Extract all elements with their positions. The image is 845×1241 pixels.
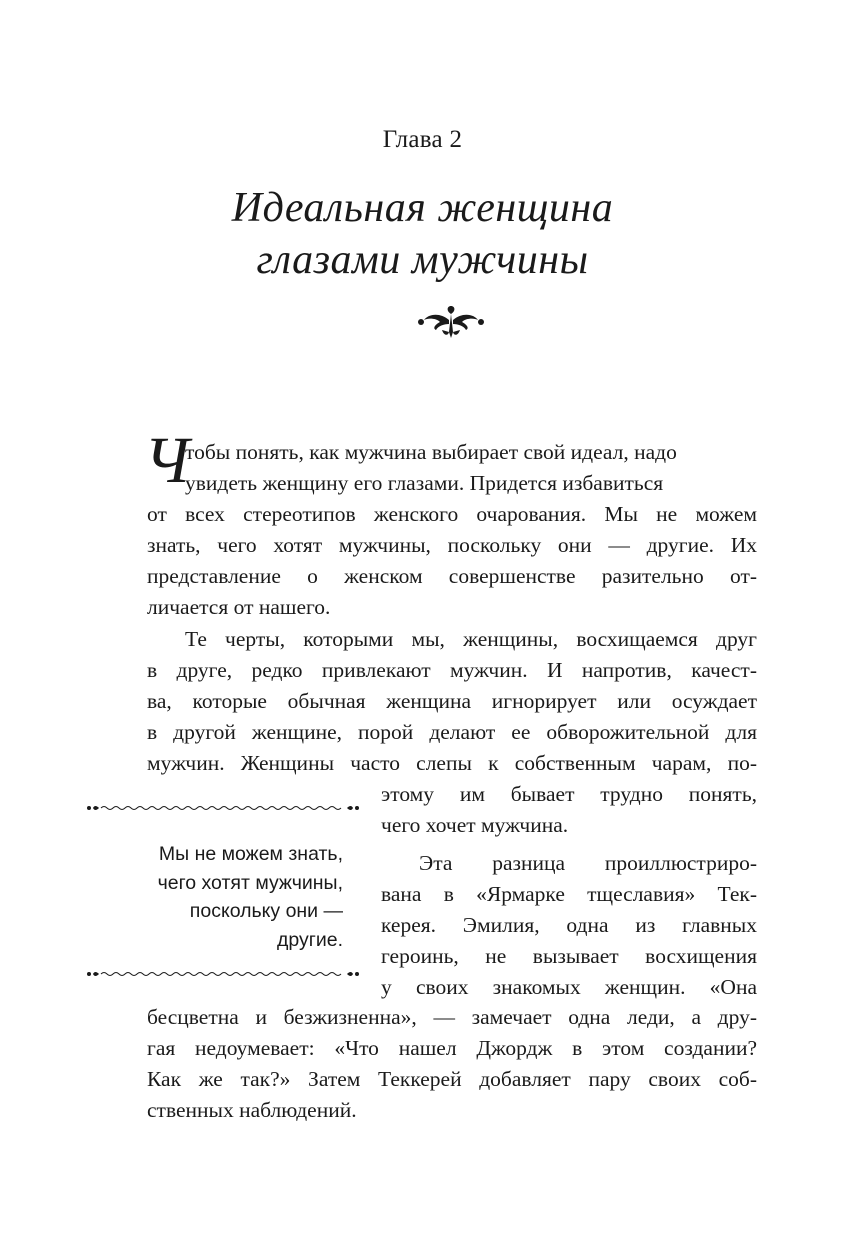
text-line: у своих знакомых женщин. «Она [381,975,757,999]
floral-ornament-icon [416,302,486,340]
chapter-title [0,182,845,286]
text-line: героинь, не вызывает восхищения [381,944,757,968]
pull-quote-top-border [85,800,361,816]
paragraph-3-wrap [381,848,757,1003]
chapter-label: Глава 2 [382,126,463,153]
text-line: Эта разница проиллюстриро- [419,851,757,875]
text-line: мужчин. Женщины часто слепы к собственным чарам, по- [147,751,757,775]
paragraph-2-wrap [381,779,757,841]
title-line-1: Идеальная женщина [231,185,614,231]
text-line: представление о женском совершенстве разительно от- [147,564,757,588]
text-line: ва, которые обычная женщина игнорирует или осуждает [147,689,757,713]
pull-quote-line: поскольку они — [189,900,343,922]
text-line: гая недоумевает: «Что нашел Джордж в этом создании? [147,1036,757,1060]
pull-quote-line: другие. [276,928,343,951]
pull-quote [85,800,361,982]
paragraph-2 [147,624,757,779]
pull-quote-text [103,840,343,954]
text-line: в другой женщине, порой делают ее обворожительной для [147,720,757,744]
text-line: бесцветна и безжизненна», — замечает одна леди, а дру- [147,1005,757,1029]
pull-quote-line: чего хотят мужчины, [157,871,343,894]
text-line: увидеть женщину его глазами. Придется избавиться [185,471,664,495]
text-line: этому им бывает трудно понять, [381,782,757,806]
text-line: вана в «Ярмарке тщеславия» Тек- [381,882,757,906]
text-line: Как же так?» Затем Теккерей добавляет пару своих соб- [147,1067,757,1091]
text-line: чего хочет мужчина. [381,813,569,837]
paragraph-1 [147,437,757,623]
text-line: в друге, редко привлекают мужчин. И напротив, качест- [147,658,757,682]
text-line: тобы понять, как мужчина выбирает свой идеал, надо [185,440,677,464]
drop-cap: Ч [144,424,190,497]
title-line-2: глазами мужчины [256,237,589,283]
text-line: Те черты, которыми мы, женщины, восхищаемся друг [185,627,757,651]
text-line: личается от нашего. [147,595,331,619]
pull-quote-bottom-border [85,966,361,982]
text-line: знать, чего хотят мужчины, поскольку они — другие. Их [147,533,757,557]
text-line: керея. Эмилия, одна из главных [381,913,757,937]
pull-quote-line: Мы не можем знать, [158,843,343,865]
text-line: от всех стереотипов женского очарования. Мы не можем [147,502,757,526]
text-line: ственных наблюдений. [147,1098,357,1122]
paragraph-3 [147,1002,757,1126]
